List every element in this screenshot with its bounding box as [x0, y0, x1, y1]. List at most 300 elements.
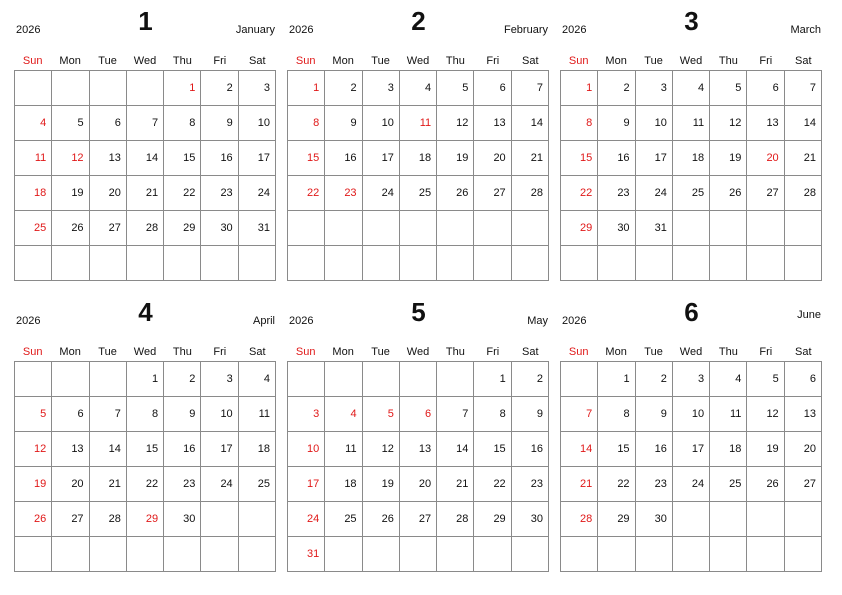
day-cell: 11: [238, 397, 275, 432]
day-cell: 5: [437, 71, 474, 106]
day-cell: 12: [52, 141, 89, 176]
weekday-label: Tue: [644, 346, 663, 358]
week-row: [15, 537, 276, 572]
weekday-label: Thu: [718, 346, 738, 358]
month-year: 2026: [16, 24, 41, 36]
day-cell: 15: [598, 432, 635, 467]
weekday-label: Fri: [759, 346, 773, 358]
day-cell: 15: [561, 141, 598, 176]
day-cell: 15: [474, 432, 511, 467]
day-cell: 9: [598, 106, 635, 141]
day-cell: 4: [710, 362, 747, 397]
day-cell: 1: [561, 71, 598, 106]
day-cell: 8: [474, 397, 511, 432]
day-cell: 31: [635, 211, 672, 246]
day-cell: 21: [437, 467, 474, 502]
day-cell: 5: [52, 106, 89, 141]
day-cell: 4: [672, 71, 709, 106]
day-cell: [126, 246, 163, 281]
day-cell: 28: [89, 502, 126, 537]
day-cell: 21: [511, 141, 548, 176]
day-cell: 26: [710, 176, 747, 211]
day-cell: [89, 362, 126, 397]
day-cell: [672, 537, 709, 572]
weekday-header: [560, 55, 822, 69]
day-cell: [672, 502, 709, 537]
day-cell: [784, 537, 821, 572]
day-cell: [52, 537, 89, 572]
month-number: 1: [138, 6, 153, 36]
week-row: [561, 176, 822, 211]
week-row: [15, 106, 276, 141]
day-cell: [561, 362, 598, 397]
day-cell: 28: [784, 176, 821, 211]
day-cell: [52, 246, 89, 281]
day-cell: 6: [399, 397, 436, 432]
day-cell: [238, 537, 275, 572]
day-cell: [126, 71, 163, 106]
day-cell: 12: [710, 106, 747, 141]
weekday-label: Sun: [22, 55, 43, 67]
day-cell: 25: [238, 467, 275, 502]
month-june: [560, 291, 823, 576]
day-cell: [598, 537, 635, 572]
day-cell: 1: [598, 362, 635, 397]
week-row: [561, 211, 822, 246]
day-cell: [238, 502, 275, 537]
month-number: 6: [684, 297, 699, 327]
day-cell: 2: [635, 362, 672, 397]
day-cell: [672, 246, 709, 281]
day-grid: [287, 70, 549, 281]
day-cell: 17: [288, 467, 325, 502]
week-row: [561, 502, 822, 537]
day-cell: 28: [561, 502, 598, 537]
day-cell: 23: [635, 467, 672, 502]
day-cell: 7: [561, 397, 598, 432]
day-cell: 20: [52, 467, 89, 502]
day-cell: 2: [201, 71, 238, 106]
week-row: [561, 246, 822, 281]
day-cell: 29: [474, 502, 511, 537]
day-cell: [362, 537, 399, 572]
day-cell: 25: [672, 176, 709, 211]
day-cell: 23: [201, 176, 238, 211]
day-cell: [362, 246, 399, 281]
week-row: [561, 362, 822, 397]
day-cell: 7: [437, 397, 474, 432]
day-cell: 21: [89, 467, 126, 502]
day-cell: 31: [238, 211, 275, 246]
day-cell: [238, 246, 275, 281]
day-cell: 14: [511, 106, 548, 141]
day-cell: 20: [474, 141, 511, 176]
day-cell: [561, 246, 598, 281]
day-cell: 11: [15, 141, 52, 176]
day-cell: 27: [784, 467, 821, 502]
month-number: 5: [411, 297, 426, 327]
day-cell: 22: [474, 467, 511, 502]
weekday-label: Sat: [521, 55, 539, 67]
week-row: [561, 141, 822, 176]
day-cell: 29: [598, 502, 635, 537]
day-cell: 13: [474, 106, 511, 141]
day-cell: 13: [399, 432, 436, 467]
day-cell: 15: [164, 141, 201, 176]
day-cell: 24: [635, 176, 672, 211]
day-cell: 25: [15, 211, 52, 246]
week-row: [288, 432, 549, 467]
day-cell: 12: [747, 397, 784, 432]
day-grid: [14, 361, 276, 572]
day-cell: 8: [288, 106, 325, 141]
week-row: [15, 432, 276, 467]
day-cell: 9: [164, 397, 201, 432]
day-cell: 17: [635, 141, 672, 176]
day-cell: 13: [784, 397, 821, 432]
day-cell: 28: [126, 211, 163, 246]
week-row: [288, 106, 549, 141]
day-cell: 3: [201, 362, 238, 397]
day-cell: 16: [164, 432, 201, 467]
day-cell: 9: [511, 397, 548, 432]
day-cell: 22: [561, 176, 598, 211]
day-cell: [474, 537, 511, 572]
weekday-label: Sun: [22, 346, 43, 358]
weekday-header: [287, 346, 549, 360]
week-row: [561, 467, 822, 502]
day-cell: 6: [474, 71, 511, 106]
day-cell: 23: [511, 467, 548, 502]
weekday-label: Thu: [445, 346, 465, 358]
week-row: [15, 71, 276, 106]
day-cell: 24: [238, 176, 275, 211]
day-cell: 14: [437, 432, 474, 467]
day-grid: [560, 70, 822, 281]
weekday-label: Sun: [568, 346, 589, 358]
day-cell: [399, 246, 436, 281]
day-cell: 23: [164, 467, 201, 502]
weekday-label: Wed: [133, 55, 157, 67]
day-cell: 30: [511, 502, 548, 537]
weekday-header: [14, 346, 276, 360]
day-cell: [747, 537, 784, 572]
day-cell: 11: [710, 397, 747, 432]
day-cell: 27: [89, 211, 126, 246]
day-cell: 23: [598, 176, 635, 211]
weekday-label: Fri: [759, 55, 773, 67]
day-cell: 18: [238, 432, 275, 467]
weekday-label: Wed: [133, 346, 157, 358]
day-cell: 5: [362, 397, 399, 432]
day-cell: [89, 71, 126, 106]
day-cell: 5: [747, 362, 784, 397]
month-may: [287, 291, 550, 576]
day-cell: 6: [747, 71, 784, 106]
day-cell: 31: [288, 537, 325, 572]
day-cell: [89, 246, 126, 281]
month-year: 2026: [16, 315, 41, 327]
day-cell: [325, 246, 362, 281]
day-cell: 3: [635, 71, 672, 106]
day-cell: 22: [288, 176, 325, 211]
day-cell: 18: [325, 467, 362, 502]
month-name: February: [503, 24, 548, 36]
day-cell: 19: [747, 432, 784, 467]
day-cell: 1: [288, 71, 325, 106]
day-cell: 26: [437, 176, 474, 211]
week-row: [15, 141, 276, 176]
day-cell: 1: [164, 71, 201, 106]
day-cell: 1: [126, 362, 163, 397]
weekday-label: Wed: [406, 346, 430, 358]
day-cell: [710, 211, 747, 246]
day-cell: 2: [325, 71, 362, 106]
day-cell: 25: [399, 176, 436, 211]
day-cell: 5: [710, 71, 747, 106]
weekday-label: Fri: [213, 55, 227, 67]
weekday-label: Tue: [98, 346, 117, 358]
day-cell: 28: [511, 176, 548, 211]
weekday-label: Fri: [486, 55, 500, 67]
day-grid: [560, 361, 822, 572]
week-row: [288, 502, 549, 537]
day-cell: [561, 537, 598, 572]
day-cell: 17: [672, 432, 709, 467]
week-row: [288, 537, 549, 572]
month-name: April: [252, 315, 275, 327]
day-cell: 30: [164, 502, 201, 537]
day-cell: 11: [672, 106, 709, 141]
day-cell: 20: [399, 467, 436, 502]
week-row: [15, 246, 276, 281]
month-name: January: [235, 24, 275, 36]
day-cell: [52, 362, 89, 397]
day-cell: 19: [710, 141, 747, 176]
day-cell: [89, 537, 126, 572]
week-row: [561, 106, 822, 141]
month-year: 2026: [289, 24, 314, 36]
day-cell: 19: [437, 141, 474, 176]
weekday-label: Mon: [59, 346, 81, 358]
day-cell: 27: [474, 176, 511, 211]
day-cell: [437, 537, 474, 572]
month-february: [287, 0, 550, 285]
day-cell: [784, 211, 821, 246]
day-cell: [511, 246, 548, 281]
weekday-label: Wed: [406, 55, 430, 67]
week-row: [288, 397, 549, 432]
day-cell: 6: [89, 106, 126, 141]
day-cell: [784, 246, 821, 281]
day-cell: 2: [598, 71, 635, 106]
day-cell: [325, 537, 362, 572]
day-cell: 9: [635, 397, 672, 432]
day-cell: 10: [201, 397, 238, 432]
day-cell: 1: [474, 362, 511, 397]
week-row: [561, 432, 822, 467]
day-cell: 18: [399, 141, 436, 176]
week-row: [288, 246, 549, 281]
day-cell: [325, 211, 362, 246]
month-name: June: [797, 309, 821, 321]
day-cell: [288, 362, 325, 397]
weekday-label: Sun: [295, 55, 316, 67]
day-cell: 10: [635, 106, 672, 141]
day-cell: [437, 246, 474, 281]
day-cell: 24: [288, 502, 325, 537]
day-cell: 28: [437, 502, 474, 537]
day-cell: [15, 71, 52, 106]
day-cell: [474, 211, 511, 246]
day-cell: [747, 211, 784, 246]
day-cell: 17: [201, 432, 238, 467]
day-grid: [287, 361, 549, 572]
day-cell: 16: [325, 141, 362, 176]
day-cell: 22: [598, 467, 635, 502]
day-cell: 10: [362, 106, 399, 141]
day-cell: 20: [747, 141, 784, 176]
week-row: [288, 141, 549, 176]
day-cell: [710, 537, 747, 572]
day-cell: 19: [362, 467, 399, 502]
day-cell: 19: [15, 467, 52, 502]
month-january: [14, 0, 277, 285]
weekday-label: Mon: [605, 346, 627, 358]
day-cell: 14: [561, 432, 598, 467]
day-cell: 6: [784, 362, 821, 397]
week-row: [15, 467, 276, 502]
weekday-label: Wed: [679, 346, 703, 358]
weekday-label: Sun: [295, 346, 316, 358]
day-cell: 6: [52, 397, 89, 432]
day-cell: 7: [126, 106, 163, 141]
weekday-label: Sat: [521, 346, 539, 358]
day-cell: 10: [672, 397, 709, 432]
weekday-label: Mon: [332, 55, 354, 67]
day-cell: 29: [164, 211, 201, 246]
day-cell: 4: [15, 106, 52, 141]
week-row: [15, 362, 276, 397]
day-cell: 5: [15, 397, 52, 432]
day-cell: 25: [325, 502, 362, 537]
week-row: [561, 71, 822, 106]
day-cell: 16: [201, 141, 238, 176]
day-cell: 13: [89, 141, 126, 176]
week-row: [288, 71, 549, 106]
day-cell: 21: [784, 141, 821, 176]
weekday-header: [287, 55, 549, 69]
weekday-label: Tue: [371, 346, 390, 358]
day-cell: [52, 71, 89, 106]
day-cell: 20: [784, 432, 821, 467]
day-cell: 4: [238, 362, 275, 397]
day-cell: 13: [52, 432, 89, 467]
weekday-label: Thu: [172, 346, 192, 358]
day-cell: 2: [164, 362, 201, 397]
day-cell: [710, 246, 747, 281]
month-name: March: [790, 24, 821, 36]
day-cell: [362, 362, 399, 397]
day-cell: 3: [672, 362, 709, 397]
day-cell: 9: [325, 106, 362, 141]
day-cell: [15, 362, 52, 397]
day-cell: 14: [89, 432, 126, 467]
day-cell: 19: [52, 176, 89, 211]
day-cell: 9: [201, 106, 238, 141]
weekday-header: [560, 346, 822, 360]
week-row: [288, 176, 549, 211]
day-cell: 24: [201, 467, 238, 502]
day-cell: [399, 211, 436, 246]
week-row: [288, 211, 549, 246]
day-cell: 16: [511, 432, 548, 467]
week-row: [15, 502, 276, 537]
day-cell: 8: [164, 106, 201, 141]
day-cell: [672, 211, 709, 246]
day-cell: 26: [15, 502, 52, 537]
day-cell: 15: [126, 432, 163, 467]
day-cell: 17: [362, 141, 399, 176]
weekday-label: Thu: [445, 55, 465, 67]
day-cell: 18: [672, 141, 709, 176]
day-cell: 26: [362, 502, 399, 537]
day-cell: [15, 246, 52, 281]
day-cell: 3: [238, 71, 275, 106]
day-cell: [325, 362, 362, 397]
day-cell: 23: [325, 176, 362, 211]
month-number: 3: [684, 6, 699, 36]
day-cell: 30: [201, 211, 238, 246]
day-cell: 16: [598, 141, 635, 176]
weekday-header: [14, 55, 276, 69]
day-cell: [437, 362, 474, 397]
day-cell: 27: [52, 502, 89, 537]
day-cell: 10: [238, 106, 275, 141]
day-cell: 8: [598, 397, 635, 432]
day-cell: 14: [784, 106, 821, 141]
day-cell: 7: [89, 397, 126, 432]
weekday-label: Sat: [248, 55, 266, 67]
day-cell: 24: [672, 467, 709, 502]
weekday-label: Tue: [644, 55, 663, 67]
weekday-label: Fri: [213, 346, 227, 358]
day-cell: [201, 502, 238, 537]
day-cell: [784, 502, 821, 537]
weekday-label: Sat: [794, 346, 812, 358]
day-cell: [635, 537, 672, 572]
day-cell: [437, 211, 474, 246]
day-cell: 4: [399, 71, 436, 106]
day-cell: 12: [362, 432, 399, 467]
day-grid: [14, 70, 276, 281]
day-cell: 8: [126, 397, 163, 432]
day-cell: [747, 502, 784, 537]
week-row: [15, 176, 276, 211]
day-cell: 26: [747, 467, 784, 502]
day-cell: 14: [126, 141, 163, 176]
weekday-label: Thu: [718, 55, 738, 67]
week-row: [15, 211, 276, 246]
day-cell: 4: [325, 397, 362, 432]
day-cell: [126, 537, 163, 572]
day-cell: 30: [598, 211, 635, 246]
month-number: 4: [138, 297, 153, 327]
month-year: 2026: [562, 24, 587, 36]
day-cell: 24: [362, 176, 399, 211]
day-cell: [362, 211, 399, 246]
day-cell: 7: [784, 71, 821, 106]
